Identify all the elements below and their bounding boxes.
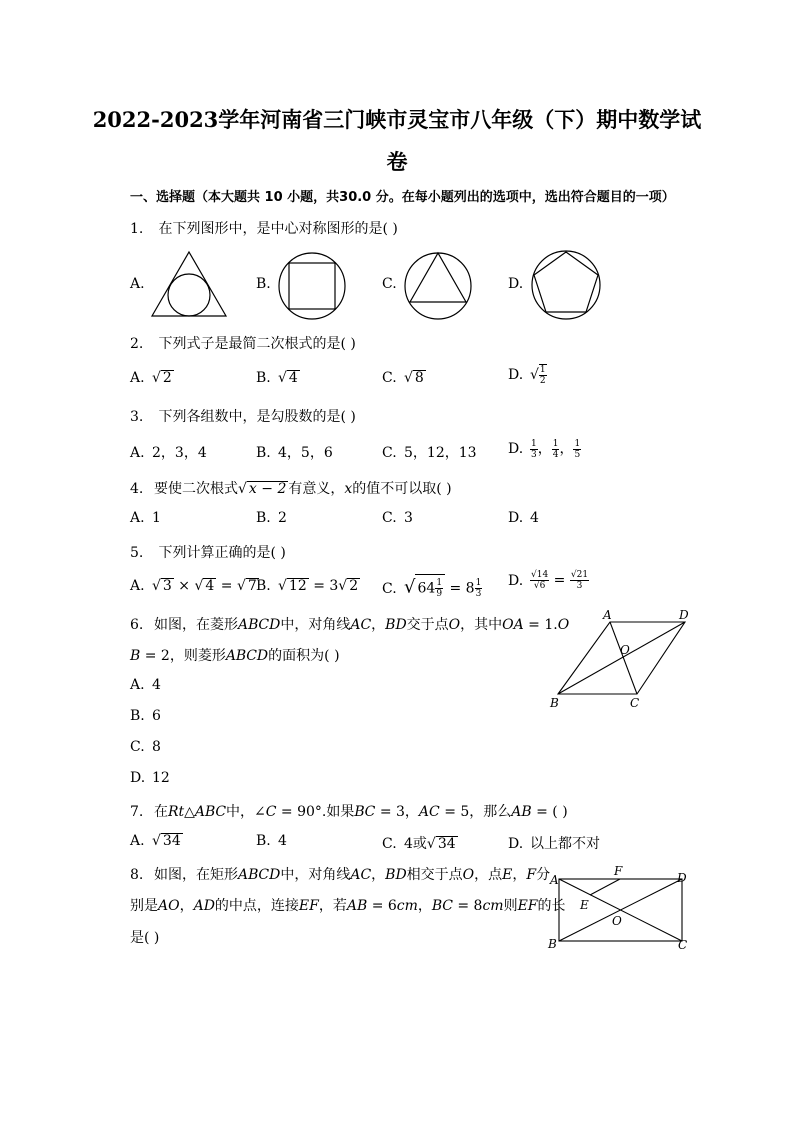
q4-option-c: C. 3 xyxy=(382,510,413,526)
q4-option-a: A. 1 xyxy=(130,510,161,526)
label-a: A xyxy=(550,873,559,887)
question-3 xyxy=(130,406,356,426)
q5-option-b: B. √ 12 = 3√ 2 xyxy=(256,578,359,594)
label-d: D xyxy=(677,871,687,885)
question-text: 在下列图形中，是中心对称图形的是( ) xyxy=(158,221,398,237)
label-c: C xyxy=(678,938,688,952)
q3-option-c: C. 5，12，13 xyxy=(382,445,477,461)
question-number: 4. xyxy=(130,481,144,497)
q7-option-b: B. 4 xyxy=(256,833,287,849)
q1-option-c-label: C. xyxy=(382,276,397,292)
q1-figure-d-circle-pentagon xyxy=(528,248,604,322)
page-title-line-2: 卷 xyxy=(386,149,408,174)
q7-option-c: C. 4或√ 34 xyxy=(382,836,456,852)
question-4: 4. 要使二次根式√ x − 2 有意义，x的值不可以取( ) xyxy=(130,481,452,497)
q5-option-d: D. $\frac{√14}{√6}$ = $\frac{√21}{3}$ xyxy=(508,570,589,591)
q2-option-a: A. √ 2 xyxy=(130,370,172,386)
question-number: 6. xyxy=(130,617,144,633)
q6-rhombus-figure xyxy=(540,606,700,716)
question-number: 1. xyxy=(130,221,144,237)
label-a: A xyxy=(603,608,612,622)
question-text: 下列式子是最简二次根式的是( ) xyxy=(158,336,356,352)
q3-option-d: D. $\frac{1}{3}$ ， $\frac{1}{4}$ ， $\frac{1}{5}$ xyxy=(508,438,581,460)
q1-option-d-label: D. xyxy=(508,276,524,292)
question-7: 7. 在𝑅𝑡△𝐴𝐵𝐶中，∠𝐶 = 90°.如果𝐵𝐶 = 3，𝐴𝐶 = 5，那么𝐴𝐵 = ( ) xyxy=(130,804,568,820)
q3-option-a: A. 2，3，4 xyxy=(130,445,207,461)
q2-option-d: D. √ $\frac{1}{2}$ xyxy=(508,365,546,386)
label-b: B xyxy=(548,937,557,951)
question-8-line-3: 是( ) xyxy=(130,930,160,946)
q1-figure-a-triangle-incircle xyxy=(150,250,230,320)
q6-option-c: C. 8 xyxy=(130,739,161,755)
question-number: 3. xyxy=(130,409,144,425)
question-number: 2. xyxy=(130,336,144,352)
question-8-line-1: 8. 如图，在矩形𝐴𝐵𝐶𝐷中，对角线𝐴𝐶，𝐵𝐷相交于点𝑂，点𝐸，𝐹分 xyxy=(130,867,551,883)
q4-option-b: B. 2 xyxy=(256,510,287,526)
q2-option-b: B. √ 4 xyxy=(256,370,298,386)
q3-option-b: B. 4，5，6 xyxy=(256,445,333,461)
q5-option-c: C. √ 64 $\frac{1}{9}$ = 8 $\frac{1}{3}$ xyxy=(382,574,482,599)
question-text: 下列计算正确的是( ) xyxy=(158,545,286,561)
q1-figure-b-circle-square xyxy=(276,250,348,322)
question-1 xyxy=(130,218,398,238)
q7-option-d: D. 以上都不对 xyxy=(508,836,600,852)
question-number: 8. xyxy=(130,867,144,883)
question-number: 5. xyxy=(130,545,144,561)
label-d: D xyxy=(679,608,689,622)
question-5 xyxy=(130,542,286,562)
question-6-line-1: 6. 如图，在菱形𝐴𝐵𝐶𝐷中，对角线𝐴𝐶，𝐵𝐷交于点𝑂，其中𝑂𝐴 = 1.𝑂 xyxy=(130,617,570,633)
q6-option-b: B. 6 xyxy=(130,708,161,724)
question-number: 7. xyxy=(130,804,144,820)
question-text: 下列各组数中，是勾股数的是( ) xyxy=(158,409,356,425)
question-2 xyxy=(130,333,356,353)
label-o: O xyxy=(620,643,630,657)
q2-option-c: C. √ 8 xyxy=(382,370,424,386)
q5-option-a: A. √ 3 × √ 4 = √ 7 xyxy=(130,578,257,594)
q7-option-a: A. √ 34 xyxy=(130,833,181,849)
label-c: C xyxy=(630,696,640,710)
q1-option-b-label: B. xyxy=(256,276,271,292)
q1-option-a-label: A. xyxy=(130,276,145,292)
question-8-line-2: 别是𝐴𝑂，𝐴𝐷的中点，连接𝐸𝐹，若𝐴𝐵 = 6𝑐𝑚，𝐵𝐶 = 8𝑐𝑚则𝐸𝐹的长 xyxy=(130,898,566,914)
q6-option-d: D. 12 xyxy=(130,770,170,786)
question-6-line-2: 𝐵 = 2，则菱形𝐴𝐵𝐶𝐷的面积为( ) xyxy=(130,648,340,664)
q8-rectangle-figure xyxy=(540,862,700,957)
q6-option-a: A. 4 xyxy=(130,677,161,693)
label-f: F xyxy=(614,864,623,878)
label-e: E xyxy=(580,898,589,912)
page-title-line-1: 2022-2023学年河南省三门峡市灵宝市八年级（下）期中数学试 xyxy=(92,107,702,132)
q1-figure-c-circle-triangle xyxy=(402,250,474,322)
label-b: B xyxy=(550,696,559,710)
label-o: O xyxy=(612,914,622,928)
section-header: 一、选择题（本大题共 10 小题，共30.0 分。在每小题列出的选项中，选出符合题目的一项） xyxy=(130,190,675,205)
q4-option-d: D. 4 xyxy=(508,510,539,526)
